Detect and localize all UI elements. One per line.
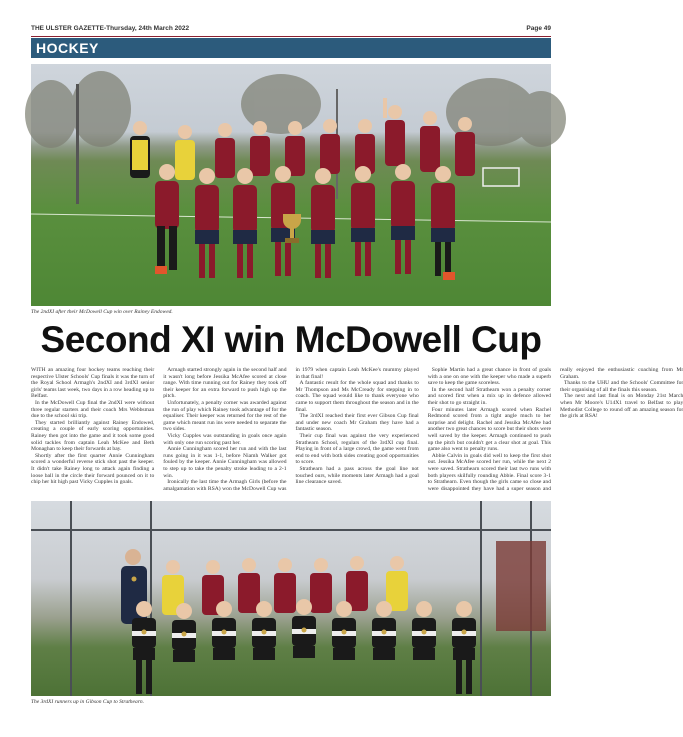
article-paragraph: Armagh started strongly again in the second half and it wasn't long before Jessika McAfee scored at close range. With time running out for Rainey they took off their keeper for an extra forward to push high up the pitch. bbox=[163, 367, 287, 400]
article-paragraph: Strathearn had a pass across the goal line not touched ours, while moments later Armagh had a goal line clearance saved. bbox=[295, 465, 419, 486]
article-body bbox=[31, 367, 683, 497]
article-paragraph: Abbie Calvin in goals did well to keep the first shot out. Jessika McAfee scored her run, while the next 2 were saved. Strathearn scored their last two runs with both players skilfully rounding Abbie. Final score 3-1 to Strathearn. Even though the girls came so close and were disappointed they have had a super season and really enjoyed the enthusiastic coaching from Mr Graham. bbox=[427, 367, 683, 492]
article-paragraph: Vicky Cupples was outstanding in goals once again with only one run scoring past her. bbox=[163, 432, 287, 446]
paper-date: THE ULSTER GAZETTE-Thursday, 24th March 2022 bbox=[31, 25, 190, 32]
headline: Second XI win McDowell Cup bbox=[40, 319, 542, 360]
photo2-caption: The 3rdXI runners up in Gibson Cup to Strathearn. bbox=[31, 699, 145, 705]
photo-2ndxi-illustration bbox=[31, 64, 551, 306]
article-paragraph: A fantastic result for the whole squad and thanks to Mr Thompson and Ms McCready for stepping in to coach. The squad would like to thank everyone who came to support them throughout the season and in the final. bbox=[295, 380, 419, 413]
article-paragraph: Thanks to the UHU and the Schools' Committee for their organising of all the finals this season. bbox=[560, 380, 683, 393]
article-paragraph: The 3rdXI reached their first ever Gibson Cup final and under new coach Mr Graham they have had a fantastic season. bbox=[295, 413, 419, 433]
team-photo-3rdxi bbox=[31, 501, 551, 696]
team-photo-2ndxi bbox=[31, 64, 551, 306]
article-paragraph: Four minutes later Armagh scored when Rachel Redmond scored from a tight angle much to her surprise and delight. Rachel and Jessika McAfee had another two great chances to score but their shots were well saved by the keeper. Armagh continued to push up the pitch but couldn't get a clear shot at goal. This game also went to penalty runs. bbox=[427, 406, 551, 453]
article-paragraph: WITH an amazing four hockey teams reaching their respective Ulster Schools' Cup finals it was the turn of the Royal School Armagh's 2ndXI and 3rdXI senior girls' teams last week, two days in a row heading up to Belfast. bbox=[31, 367, 155, 400]
article-paragraph: Ironically the last time the Armagh Girls (before the amalgamation with RSA) won the McDowell Cup was in 1979 when captain Leah McKee's mummy played in that final! bbox=[163, 367, 419, 492]
page-number: Page 49 bbox=[526, 25, 551, 32]
article-paragraph: Shortly after the first quarter Annie Cunningham scored a wonderful reverse stick shot past the keeper. It didn't take Rainey long to attack again finding a loose ball in the circle their forward pounced on it to chip her hit high past Vicky Cupples in goals. bbox=[31, 452, 155, 486]
section-bar bbox=[31, 38, 551, 58]
article-paragraph: In the second half Strathearn won a penalty corner and scored first when a mix up in defence allowed their shot to go straight in. bbox=[427, 386, 551, 406]
header-rule bbox=[31, 36, 551, 37]
article-paragraph: Annie Cunningham scored her run and with the last runs going in it was 1-1, before Niamh Walker got fouled by the keeper. Annie Cunningham was allowed to step up to take the penalty stroke leading to a 2-1 win. bbox=[163, 446, 287, 479]
photo-3rdxi-illustration bbox=[31, 501, 551, 696]
photo1-caption: The 2ndXI after their McDowell Cup win over Rainey Endowed. bbox=[31, 309, 173, 315]
article-paragraph: In the McDowell Cup final the 2ndXI were without three regular starters and their coach Mrs Webbsman due to the school ski trip. bbox=[31, 399, 155, 420]
section-label: HOCKEY bbox=[36, 40, 99, 56]
article-paragraph: The next and last final is on Monday 21st March when Mr Moore's U14X1 travel to Belfast to play Methodist College to round off an amazing season for the girls at RSA! bbox=[560, 393, 683, 420]
page-header bbox=[31, 23, 551, 35]
article-paragraph: Unfortunately, a penalty corner was awarded against the run of play which Rainey took advantage of for the equaliser. Their keeper was returned for the rest of the game which meant run ins were needed to separate the two sides. bbox=[163, 399, 287, 433]
article-paragraph: Their cup final was against the very experienced Strathearn School, regulars of the 3rdXI cup final. Playing in front of a large crowd, the game went from end to end with both sides creating good opportunities to score. bbox=[295, 432, 419, 466]
article-paragraph: They started brilliantly against Rainey Endowed, creating a couple of early scoring opportunities. Rainey then got into the game and it took some good solid tackles from captain Leah McKee and Beth Monaghan to keep their forwards at bay. bbox=[31, 419, 155, 453]
article-paragraph: Sophie Martin had a great chance in front of goals with a one on one with the keeper who made a superb save to keep the game scoreless. bbox=[427, 367, 551, 387]
